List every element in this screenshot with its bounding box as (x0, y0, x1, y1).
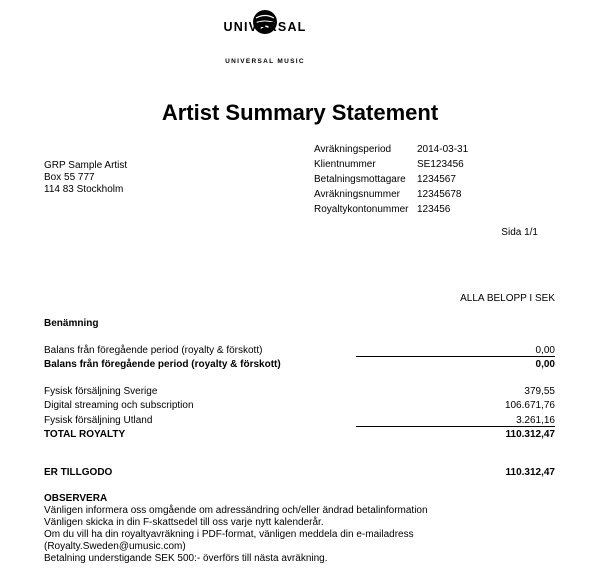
row-value: 110.312,47 (505, 467, 555, 478)
table-row (44, 358, 555, 372)
notes-line: Vänligen informera oss omgående om adressändring och/eller ändrad betalinformation (44, 505, 428, 516)
page-title: Artist Summary Statement (161, 100, 439, 125)
underline (356, 356, 555, 357)
row-label: Balans från föregående period (royalty & förskott) (44, 345, 263, 356)
logo-wordmark: UNIVERSAL (223, 20, 307, 34)
meta-label: Betalningsmottagare (314, 174, 406, 185)
meta-value: 2014-03-31 (417, 144, 469, 155)
meta-label: Avräkningsperiod (314, 144, 392, 155)
notes-heading: OBSERVERA (44, 493, 108, 504)
table-row (44, 399, 555, 413)
meta-row-client (314, 157, 468, 172)
balance-due-row (44, 466, 555, 480)
section-heading: Benämning (44, 318, 99, 329)
meta-value: 1234567 (417, 174, 456, 185)
row-value: 3.261,16 (516, 415, 555, 426)
address-line: GRP Sample Artist (44, 160, 128, 171)
meta-row-period (314, 142, 468, 157)
universal-logo (210, 6, 320, 68)
row-label: Digital streaming och subscription (44, 400, 194, 411)
row-value: 0,00 (535, 345, 555, 356)
meta-row-payee (314, 172, 468, 187)
meta-label: Avräkningsnummer (314, 189, 400, 200)
row-label: Fysisk försäljning Sverige (44, 386, 158, 397)
notes-line: Om du vill ha din royaltyavräkning i PDF-format, vänligen meddela din e-mailadress (44, 529, 414, 540)
row-label: TOTAL ROYALTY (44, 429, 126, 440)
page-number: Sida 1/1 (501, 227, 538, 238)
meta-row-account (314, 202, 468, 217)
currency-note: ALLA BELOPP I SEK (460, 293, 555, 304)
table-row (44, 344, 555, 358)
row-value: 379,55 (524, 386, 555, 397)
meta-label: Klientnummer (314, 159, 376, 170)
address-line: Box 55 777 (44, 172, 95, 183)
meta-value: 123456 (417, 204, 451, 215)
address-line: 114 83 Stockholm (44, 184, 124, 195)
notes-line: (Royalty.Sweden@umusic.com) (44, 541, 186, 552)
total-royalty-row (44, 428, 555, 442)
row-value: 110.312,47 (505, 429, 555, 440)
recipient-address (44, 160, 127, 196)
row-label: ER TILLGODO (44, 467, 113, 478)
meta-value: SE123456 (417, 159, 464, 170)
notes-section (44, 493, 428, 565)
meta-value: 12345678 (417, 189, 462, 200)
row-label: Balans från föregående period (royalty & förskott) (44, 359, 281, 370)
table-row (44, 414, 555, 428)
logo-subtitle: UNIVERSAL MUSIC (225, 58, 305, 65)
table-row (44, 385, 555, 399)
notes-line: Betalning understigande SEK 500:- överförs till nästa avräkning. (44, 553, 328, 564)
row-label: Fysisk försäljning Utland (44, 415, 153, 426)
statement-meta (314, 142, 468, 217)
meta-label: Royaltykontonummer (314, 204, 409, 215)
notes-line: Vänligen skicka in din F-skattsedel till oss varje nytt kalenderår. (44, 517, 324, 528)
row-value: 106.671,76 (504, 400, 555, 411)
meta-row-statement-number (314, 187, 468, 202)
row-value: 0,00 (535, 359, 555, 370)
